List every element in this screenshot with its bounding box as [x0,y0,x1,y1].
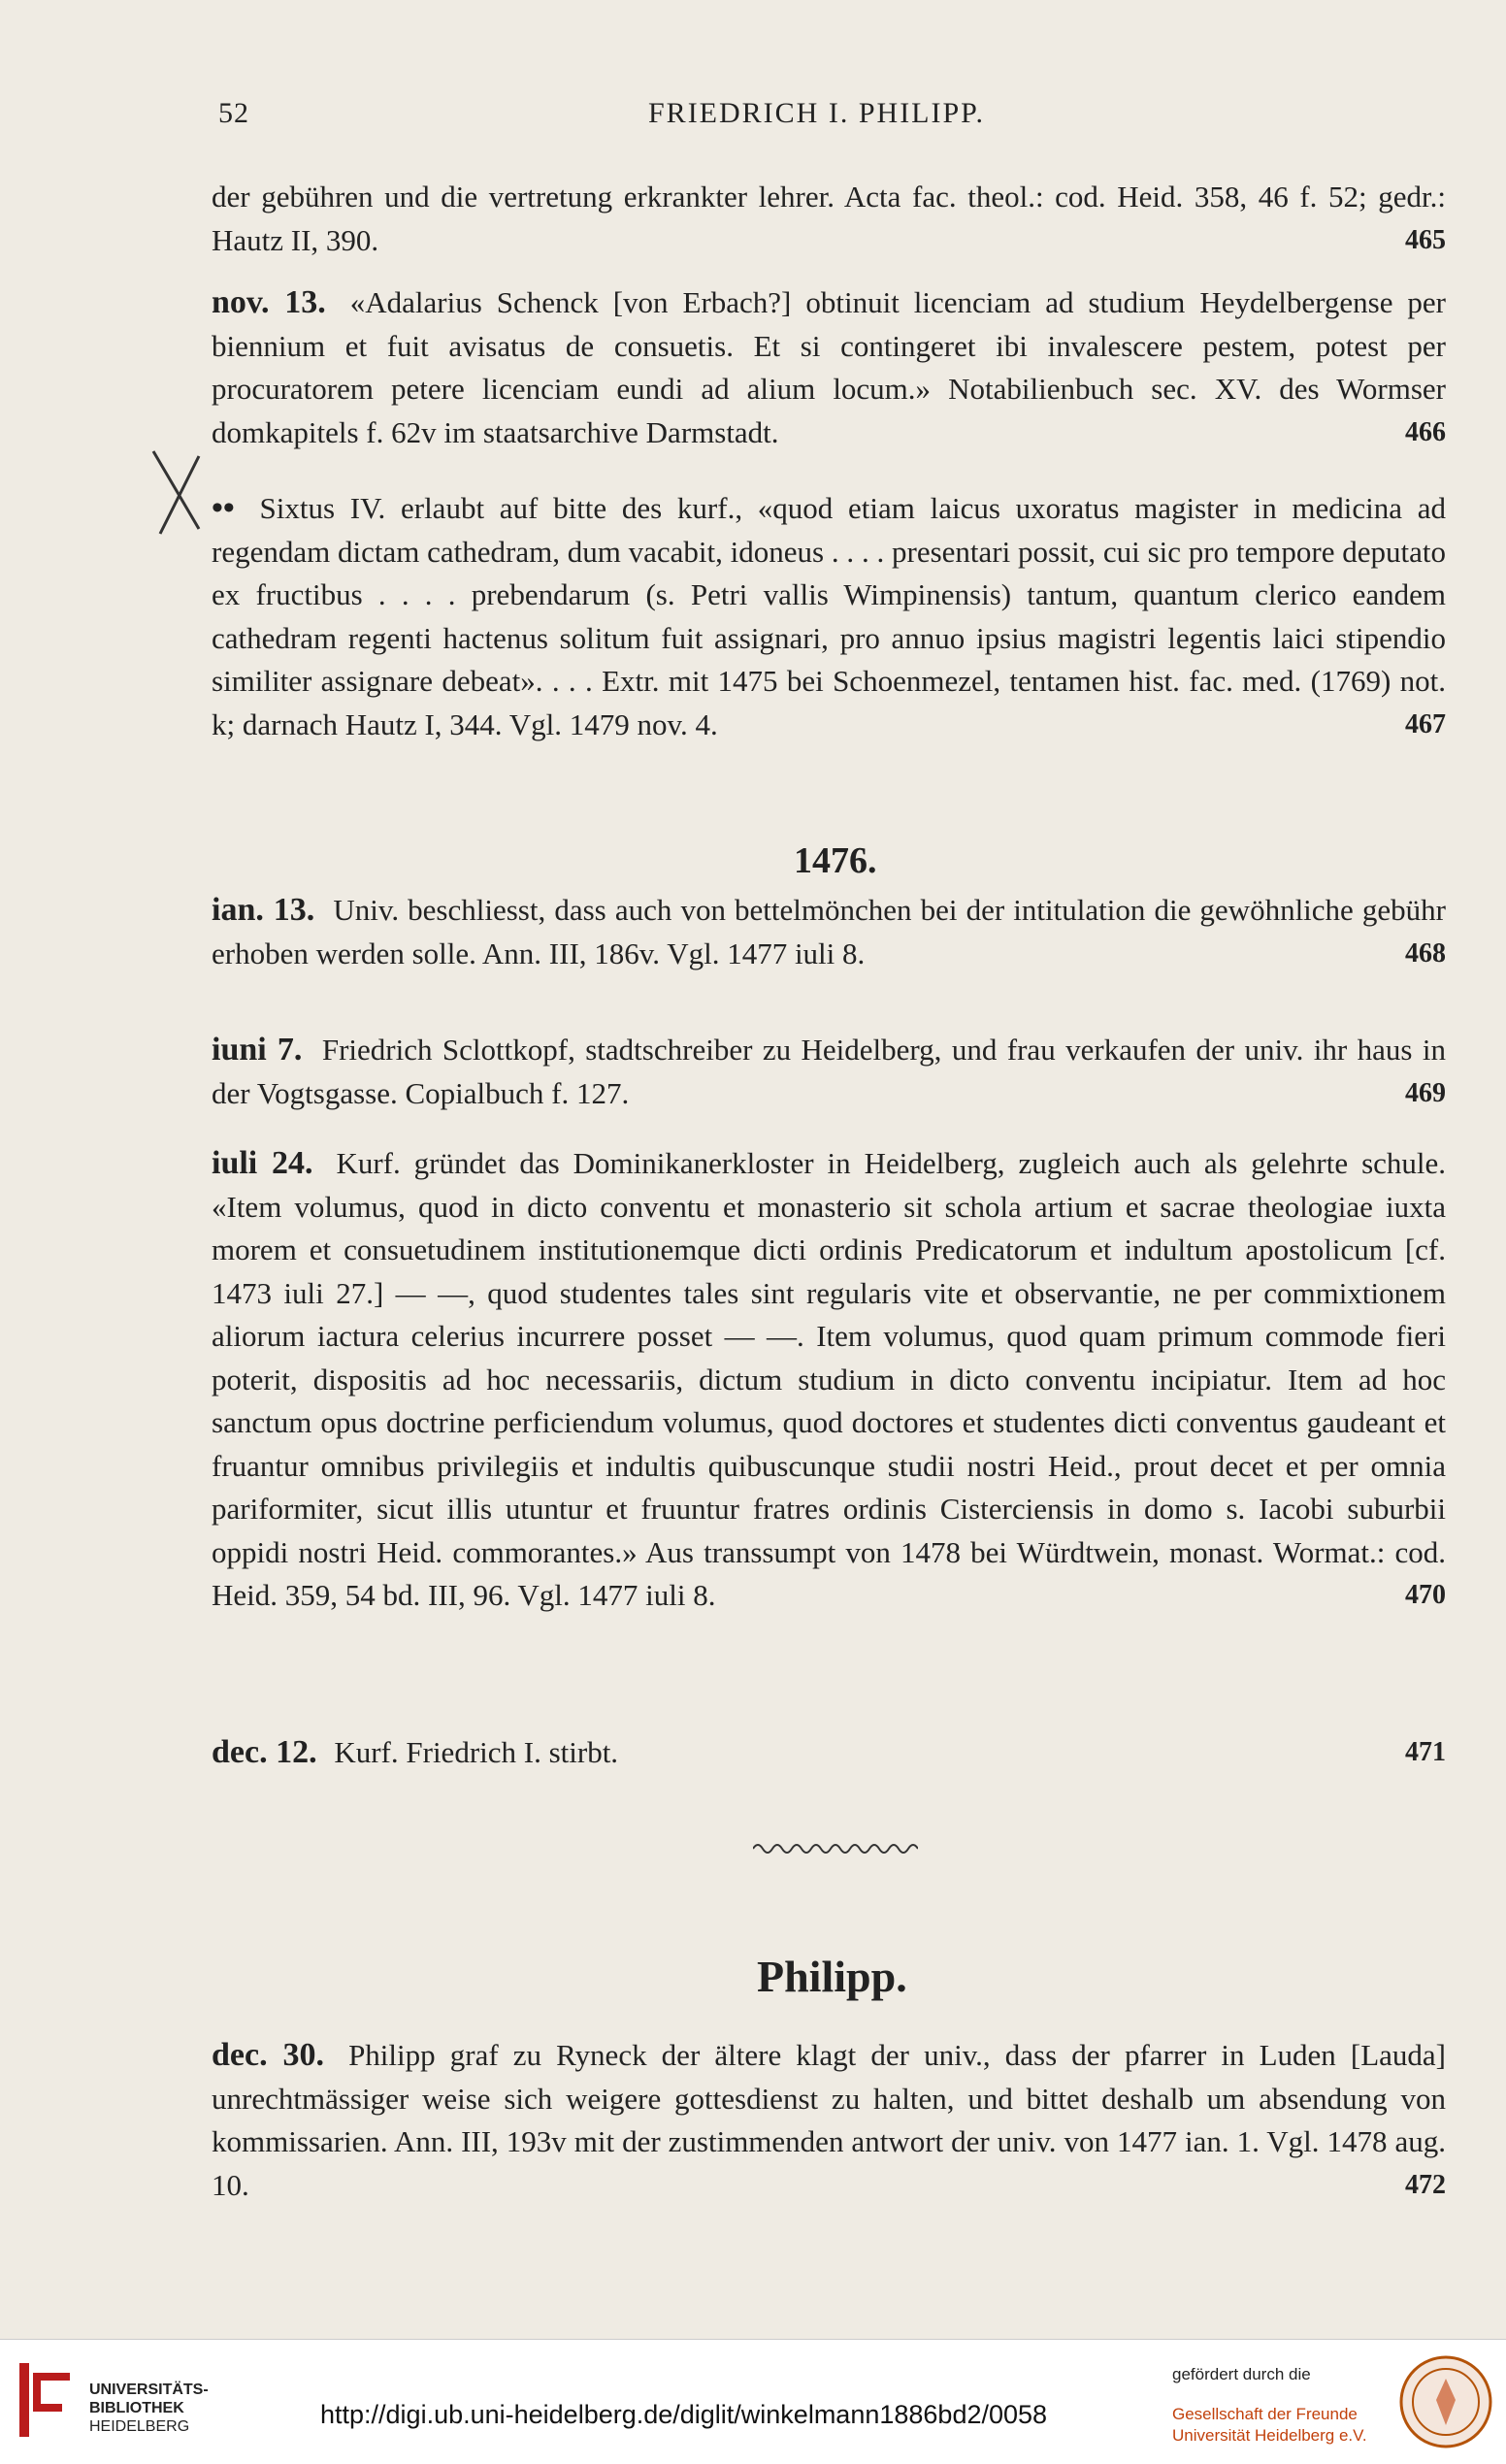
university-library-logo-icon [17,2361,76,2439]
entry-number: 472 [1405,2169,1446,2200]
entry-text: Kurf. Friedrich I. stirbt. [334,1735,619,1769]
entry-text: «Adalarius Schenck [von Erbach?] obtinuit licenciam ad studium Heydelbergense per biennium et fuit avisatus de consuetis. Et si contingeret ibi invalescere pestem, potest per procuratorem petere licenciam eundi ad alium locum.» Notabilienbuch sec. XV. des Wormser domkapitels f. 62v im staatsarchive Darmstadt. [212,285,1447,449]
source-url-link[interactable]: http://digi.ub.uni-heidelberg.de/diglit/winkelmann1886bd2/0058 [320,2400,1048,2429]
entry-466 [212,281,1446,454]
entry-number: 465 [1405,224,1446,255]
entry-468 [212,889,1446,975]
entry-number: 470 [1405,1580,1446,1610]
entry-465 [212,176,1446,262]
entry-date: iuli 24. [212,1145,313,1181]
funded-by-label: gefördert durch die [1172,2365,1311,2383]
university-seal-icon [1397,2351,1494,2452]
entry-date: dec. 30. [212,2037,324,2073]
footer-bar [0,2339,1506,2464]
entry-text: Kurf. gründet das Dominikanerkloster in Heidelberg, zugleich auch als gelehrte schule. «Item volumus, quod in dicto conventu et monasterio sit schola artium et sacrae theologiae iuxta morem et consuetudinem institutionemque dicti ordinis Predicatorum et indultum apostolicum [cf. 1473 iuli 27.] — —, quod studentes tales sint regularis vite et observantie, ne per commixtionem aliorum iactura celerius incurrere posset — —. Item volumus, quod quam primum commode fieri poterit, dispositis ad hoc necessariis, dictum studium in dicto conventu incipiatur. Item ad hoc sanctum opus doctrine perficiendum volumus, quod doctores et studentes dicti conventus gaudeant et fruantur omnibus privilegiis et indultis quibuscunque studii nostri Heid., prout decet et per omnia pariformiter, sicut illis utuntur et fruuntur fratres ordinis Cisterciensis in domo s. Iacobi suburbii oppidi nostri Heid. commorantes.» Aus transsumpt von 1478 bei Würdtwein, monast. Wormat.: cod. Heid. 359, 54 bd. III, 96. Vgl. 1477 iuli 8. [212,1146,1447,1612]
entry-bullets: •• [212,490,235,526]
entry-number: 471 [1405,1737,1446,1767]
entry-472 [212,2034,1446,2207]
entry-467 [212,487,1446,746]
entry-number: 466 [1405,416,1446,447]
entry-date: iuni 7. [212,1032,303,1068]
entry-text: der gebühren und die vertretung erkrankter lehrer. Acta fac. theol.: cod. Heid. 358, 46 f. 52; gedr.: Hautz II, 390. [212,180,1446,257]
wavy-divider-ornament [753,1839,918,1858]
entry-text: Sixtus IV. erlaubt auf bitte des kurf., «quod etiam laicus uxoratus magister in medicina ad regendam dictam cathedram, dum vacabit, idoneus . . . . presentari possit, cui sic pro tempore deputato ex fructibus . . . . prebendarum (s. Petri vallis Wimpinensis) tantum, quantum clerico eandem cathedram regenti hactenus solitum fuit assignari, pro annuo ipsius magistri legentis laici stipendio similiter assignare debeat». . . . Extr. mit 1475 bei Schoenmezel, tentamen hist. fac. med. (1769) not. k; darnach Hautz I, 344. Vgl. 1479 nov. 4. [212,491,1447,741]
society-name: Gesellschaft der Freunde Universität Heidelberg e.V. [1172,2405,1367,2445]
pencil-cross-mark [146,437,213,543]
entry-number: 469 [1405,1077,1446,1108]
entry-471 [212,1731,1446,1775]
entry-number: 467 [1405,708,1446,739]
library-name: UNIVERSITÄTS- BIBLIOTHEK HEIDELBERG [89,2382,209,2435]
running-head: FRIEDRICH I. PHILIPP. [648,97,986,129]
entry-text: Friedrich Sclottkopf, stadtschreiber zu Heidelberg, und frau verkaufen der univ. ihr haus in der Vogtsgasse. Copialbuch f. 127. [212,1033,1447,1110]
entry-469 [212,1029,1446,1115]
section-title: Philipp. [757,1952,907,2001]
entry-text: Philipp graf zu Ryneck der ältere klagt der univ., dass der pfarrer in Luden [Lauda] unrechtmässiger weise sich weigere gottesdienst zu halten, und bittet deshalb um absendung von kommissarien. Ann. III, 193v mit der zustimmenden antwort der univ. von 1477 ian. 1. Vgl. 1478 aug. 10. [212,2038,1447,2202]
entry-number: 468 [1405,937,1446,969]
entry-date: nov. 13. [212,284,326,320]
entry-date: dec. 12. [212,1734,317,1770]
year-heading: 1476. [794,840,877,881]
entry-470 [212,1142,1446,1618]
entry-date: ian. 13. [212,892,315,928]
page-number: 52 [218,97,249,129]
entry-text: Univ. beschliesst, dass auch von bettelmönchen bei der intitulation die gewöhnliche gebühr erhoben werden solle. Ann. III, 186v. Vgl. 1477 iuli 8. [212,893,1447,970]
